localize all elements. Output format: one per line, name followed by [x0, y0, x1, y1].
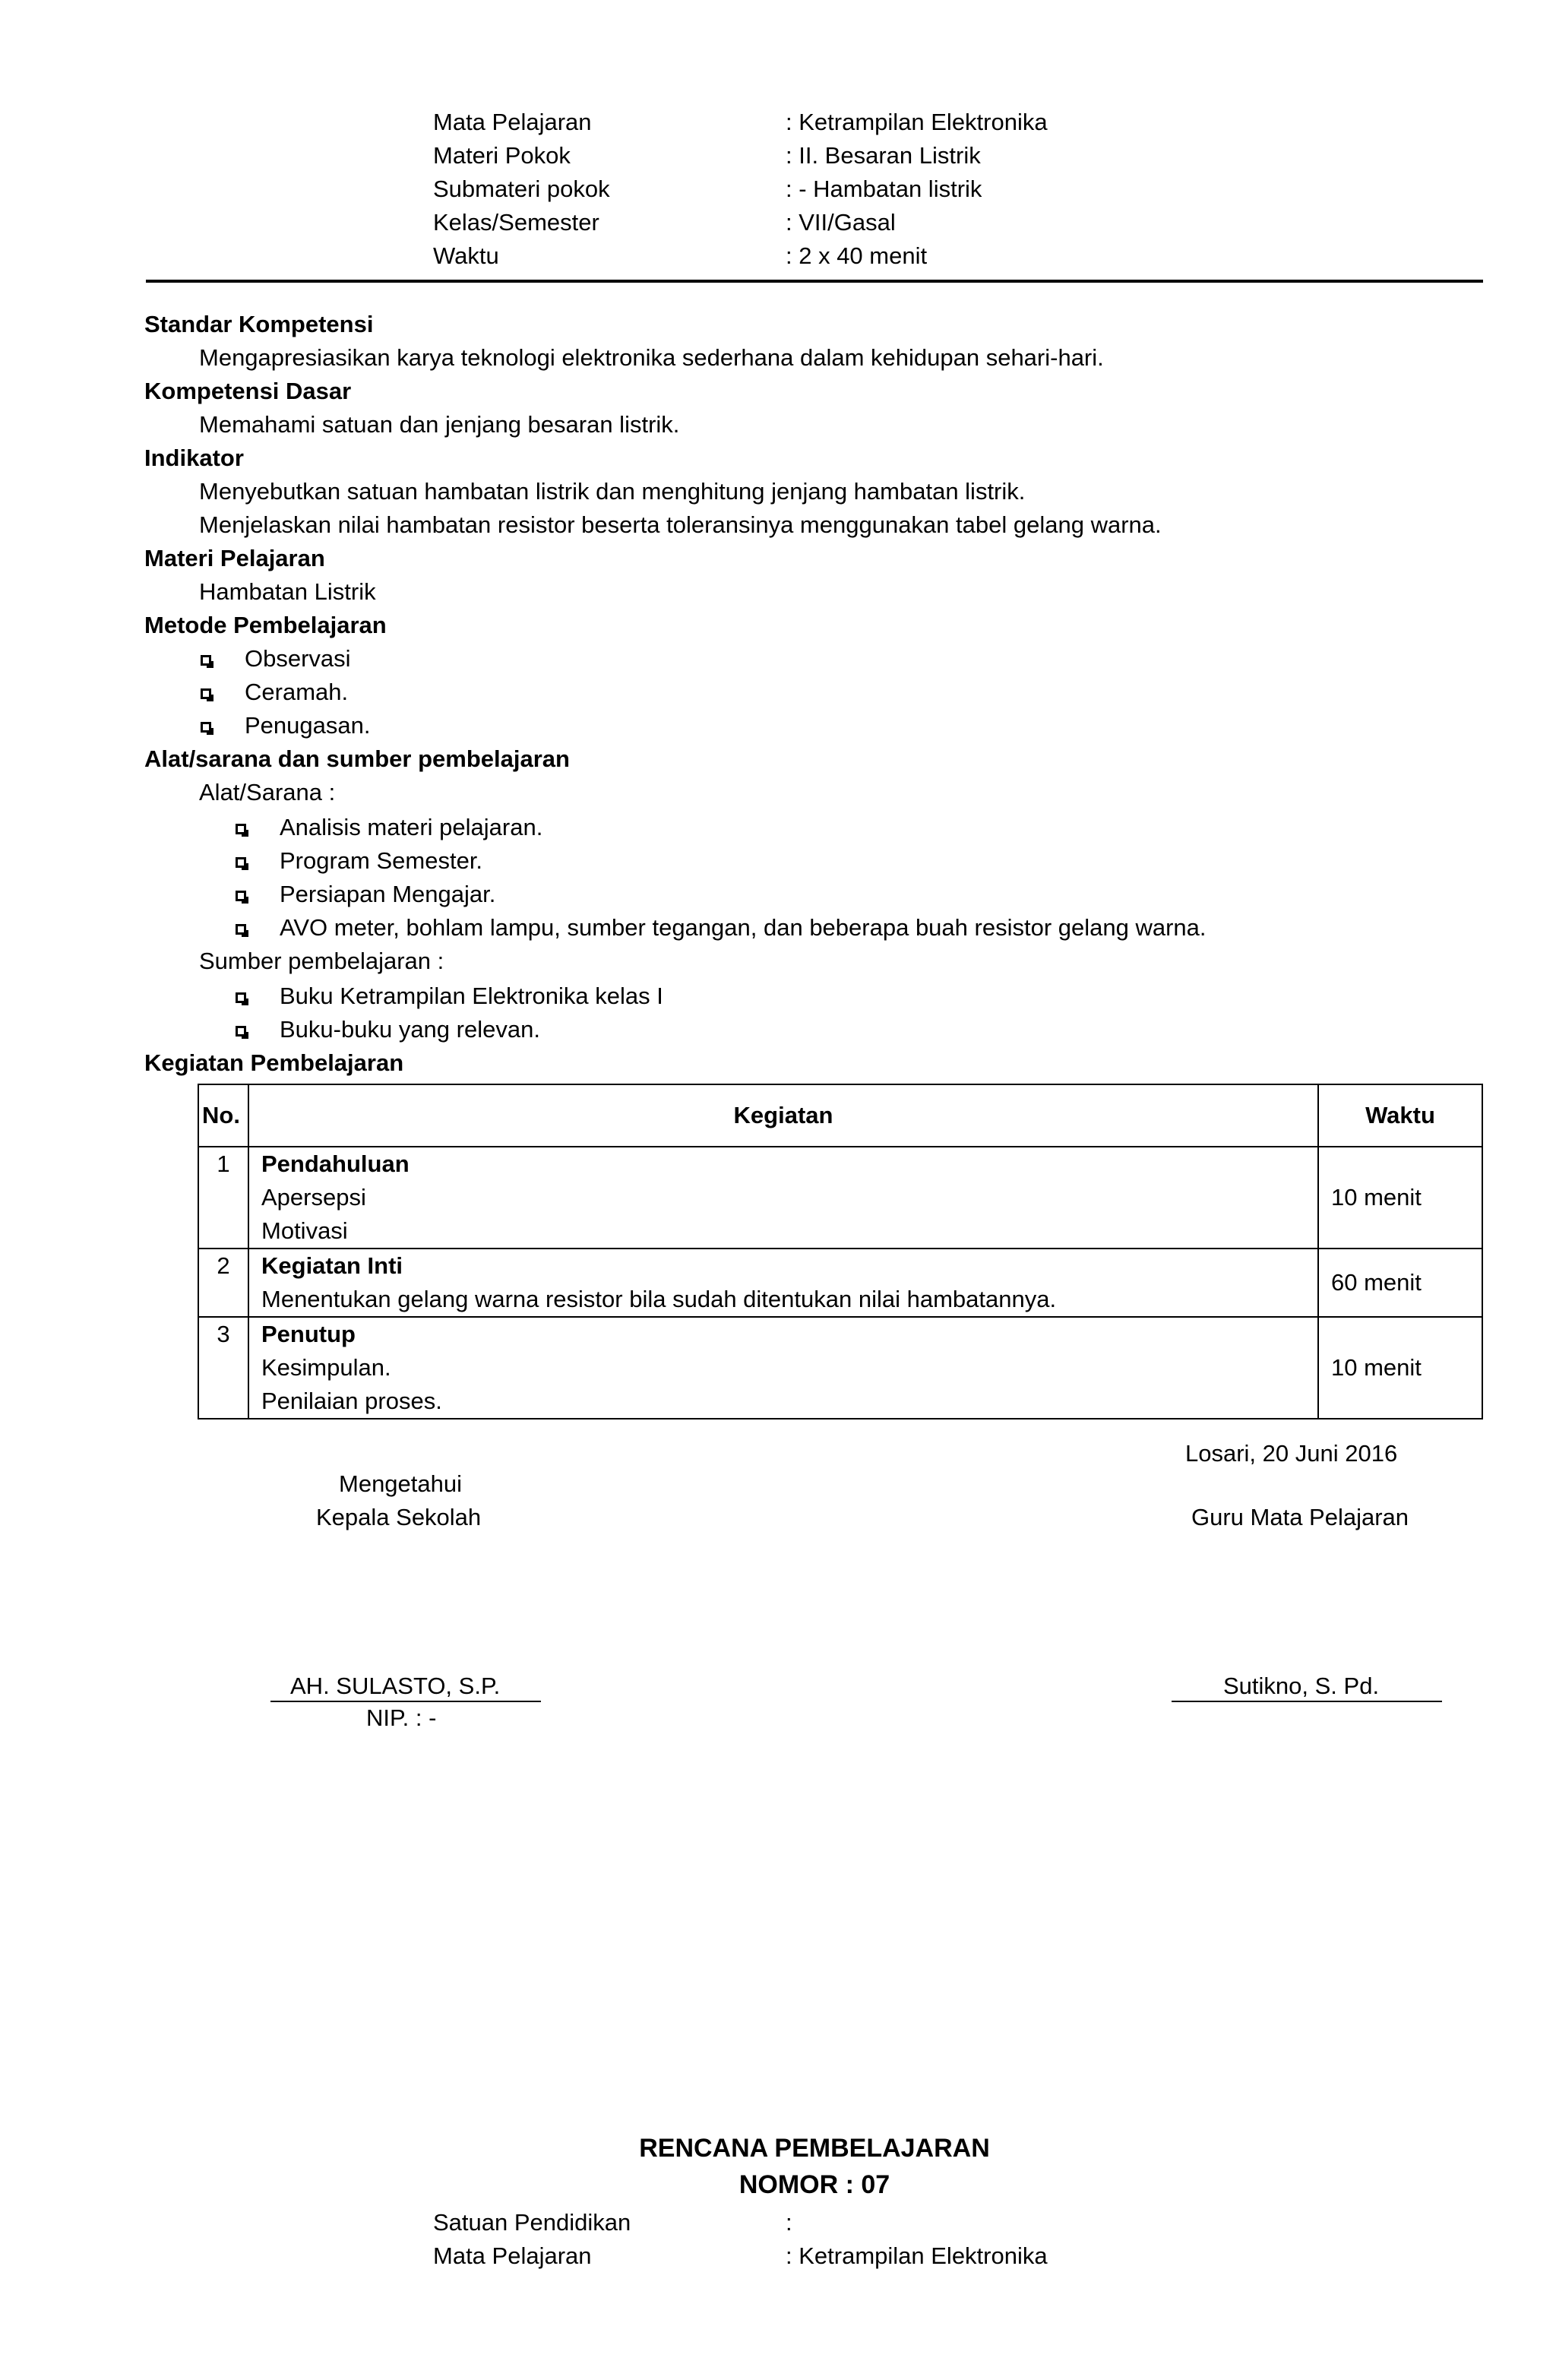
row-kegiatan: [248, 1147, 1318, 1249]
guru-name: Sutikno, S. Pd.: [1223, 1673, 1380, 1699]
alat-item-2: Program Semester.: [280, 847, 483, 874]
header-value-mata-pelajaran: : Ketrampilan Elektronika: [786, 109, 1048, 135]
checkbox-bullet-icon: [236, 857, 246, 868]
checkbox-bullet-icon: [236, 824, 246, 834]
mengetahui-label: Mengetahui: [339, 1470, 463, 1497]
next-page-title: RENCANA PEMBELAJARAN: [639, 2134, 990, 2163]
row-waktu: 10 menit: [1318, 1147, 1482, 1249]
header-value-waktu: : 2 x 40 menit: [786, 242, 928, 269]
kepala-sekolah-nip: NIP. : -: [366, 1704, 437, 1731]
section-title-metode: Metode Pembelajaran: [144, 612, 387, 638]
next-page-label-satuan: Satuan Pendidikan: [433, 2209, 631, 2236]
row-line: Apersepsi: [261, 1184, 366, 1211]
section-title-kegiatan: Kegiatan Pembelajaran: [144, 1049, 404, 1076]
metode-item-3: Penugasan.: [245, 712, 371, 739]
sumber-item-2: Buku-buku yang relevan.: [280, 1016, 540, 1043]
section-title-standar-kompetensi: Standar Kompetensi: [144, 311, 374, 337]
alat-item-4: AVO meter, bohlam lampu, sumber tegangan, dan beberapa buah resistor gelang warna.: [280, 914, 1207, 941]
header-value-submateri: : - Hambatan listrik: [786, 176, 982, 202]
col-header-waktu: Waktu: [1318, 1084, 1482, 1147]
alat-item-3: Persiapan Mengajar.: [280, 881, 496, 907]
row-title: Pendahuluan: [261, 1150, 410, 1177]
row-no: 2: [198, 1249, 248, 1317]
signature-line-left: [270, 1701, 541, 1702]
checkbox-bullet-icon: [236, 992, 246, 1003]
checkbox-bullet-icon: [236, 924, 246, 935]
row-kegiatan: [248, 1249, 1318, 1317]
indikator-line-2: Menjelaskan nilai hambatan resistor beserta toleransinya menggunakan tabel gelang warna.: [199, 511, 1162, 538]
table-row: [198, 1317, 1482, 1419]
header-label-kelas: Kelas/Semester: [433, 209, 599, 236]
section-title-alat: Alat/sarana dan sumber pembelajaran: [144, 745, 570, 772]
row-line: Menentukan gelang warna resistor bila sudah ditentukan nilai hambatannya.: [261, 1286, 1057, 1312]
kompetensi-dasar-text: Memahami satuan dan jenjang besaran listrik.: [199, 411, 680, 438]
row-kegiatan: [248, 1317, 1318, 1419]
header-label-mata-pelajaran: Mata Pelajaran: [433, 109, 592, 135]
section-title-materi-pelajaran: Materi Pelajaran: [144, 545, 325, 571]
table-header-row: [198, 1084, 1482, 1147]
next-page-label-mata-pelajaran: Mata Pelajaran: [433, 2242, 592, 2269]
row-waktu: 10 menit: [1318, 1317, 1482, 1419]
section-title-indikator: Indikator: [144, 445, 244, 471]
checkbox-bullet-icon: [201, 722, 211, 733]
next-page-value-mata-pelajaran: : Ketrampilan Elektronika: [786, 2242, 1048, 2269]
row-title: Kegiatan Inti: [261, 1252, 403, 1279]
header-label-waktu: Waktu: [433, 242, 499, 269]
kepala-sekolah-name: AH. SULASTO, S.P.: [290, 1673, 501, 1699]
header-label-materi-pokok: Materi Pokok: [433, 142, 571, 169]
checkbox-bullet-icon: [236, 1026, 246, 1037]
metode-item-1: Observasi: [245, 645, 351, 672]
row-no: 3: [198, 1317, 248, 1419]
place-date: Losari, 20 Juni 2016: [1185, 1440, 1398, 1467]
row-waktu: 60 menit: [1318, 1249, 1482, 1317]
next-page-number: NOMOR : 07: [738, 2170, 890, 2199]
header-value-materi-pokok: : II. Besaran Listrik: [786, 142, 981, 169]
sumber-label: Sumber pembelajaran :: [199, 948, 444, 974]
row-line: Motivasi: [261, 1217, 348, 1244]
indikator-line-1: Menyebutkan satuan hambatan listrik dan menghitung jenjang hambatan listrik.: [199, 478, 1026, 505]
checkbox-bullet-icon: [236, 891, 246, 901]
row-title: Penutup: [261, 1321, 356, 1347]
next-page-value-satuan: :: [786, 2209, 792, 2236]
kegiatan-table: [198, 1084, 1483, 1419]
header-divider: [146, 280, 1483, 283]
row-line: Penilaian proses.: [261, 1388, 442, 1414]
row-line: Kesimpulan.: [261, 1354, 391, 1381]
materi-pelajaran-text: Hambatan Listrik: [199, 578, 376, 605]
header-label-submateri: Submateri pokok: [433, 176, 610, 202]
sumber-item-1: Buku Ketrampilan Elektronika kelas I: [280, 983, 663, 1009]
kepala-sekolah-label: Kepala Sekolah: [316, 1504, 482, 1530]
signature-line-right: [1172, 1701, 1442, 1702]
row-no: 1: [198, 1147, 248, 1249]
metode-item-2: Ceramah.: [245, 679, 349, 705]
table-row: [198, 1147, 1482, 1249]
alat-label: Alat/Sarana :: [199, 779, 336, 805]
section-title-kompetensi-dasar: Kompetensi Dasar: [144, 378, 352, 404]
guru-mata-pelajaran-label: Guru Mata Pelajaran: [1191, 1504, 1409, 1530]
header-value-kelas: : VII/Gasal: [786, 209, 896, 236]
col-header-kegiatan: Kegiatan: [248, 1084, 1318, 1147]
col-header-no: No.: [198, 1084, 248, 1147]
table-row: [198, 1249, 1482, 1317]
checkbox-bullet-icon: [201, 688, 211, 699]
standar-kompetensi-text: Mengapresiasikan karya teknologi elektronika sederhana dalam kehidupan sehari-hari.: [199, 344, 1104, 371]
alat-item-1: Analisis materi pelajaran.: [280, 814, 543, 840]
checkbox-bullet-icon: [201, 655, 211, 666]
